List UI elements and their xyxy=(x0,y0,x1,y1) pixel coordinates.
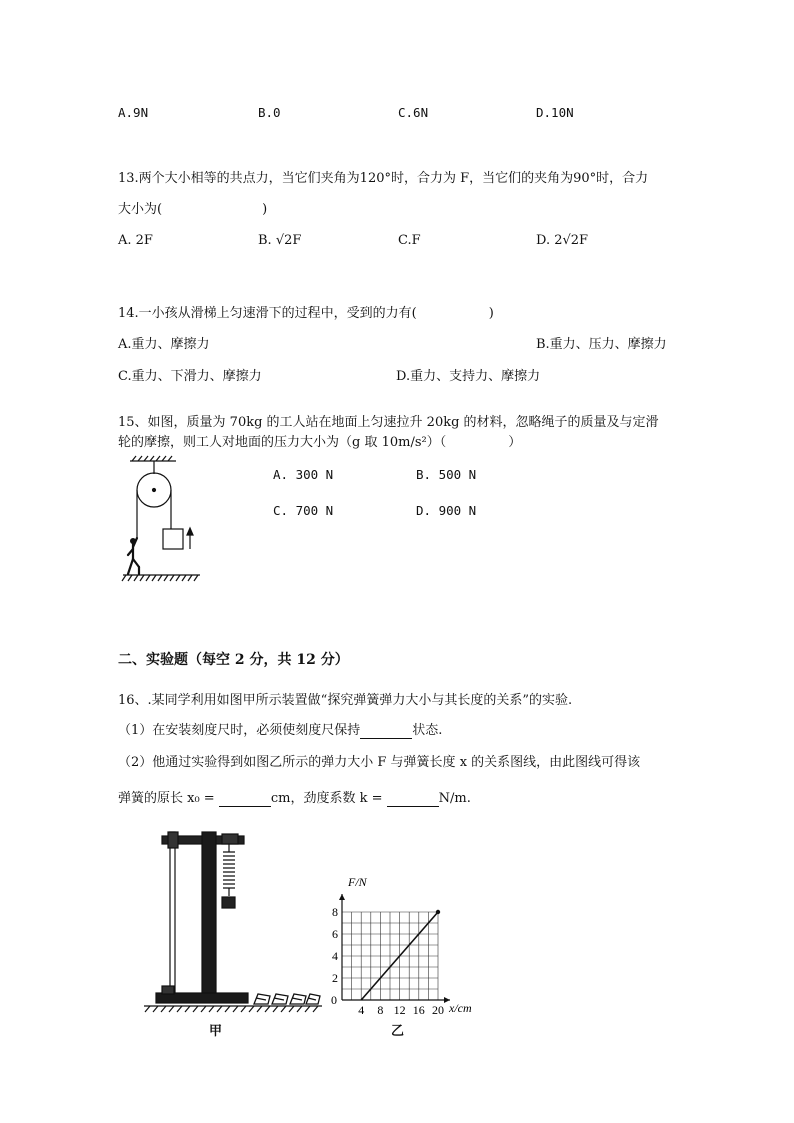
y-tick-label: 6 xyxy=(332,927,338,941)
q13-option-a: A. 2F xyxy=(118,233,153,248)
stand-pole xyxy=(202,832,216,994)
q13-option-d: D. 2√2F xyxy=(536,233,589,248)
q13-stem-line1: 13.两个大小相等的共点力，当它们夹角为120°时，合力为 F，当它们的夹角为90°时，合力 xyxy=(118,171,649,186)
q13-stem-line2: 大小为( ) xyxy=(118,202,268,217)
q14-option-d: D.重力、支持力、摩擦力 xyxy=(396,369,541,384)
ruler-rod xyxy=(170,832,175,994)
section-title: 二、实验题（每空 2 分，共 12 分） xyxy=(118,652,349,668)
figure-b-label: 乙 xyxy=(391,1024,405,1039)
q12-option-d: D.10N xyxy=(536,105,574,120)
q16-stem: 16、.某同学利用如图甲所示装置做“探究弹簧弹力大小与其长度的关系”的实验. xyxy=(118,693,573,708)
q16-part1: （1）在安装刻度尺时，必须使刻度尺保持 状态. xyxy=(118,723,443,738)
y-axis-label: F/N xyxy=(348,875,367,889)
q14-option-c: C.重力、下滑力、摩擦力 xyxy=(118,369,262,384)
y-tick-label: 2 xyxy=(332,971,338,985)
pulley-figure xyxy=(118,455,208,590)
x-tick-label: 20 xyxy=(432,1003,444,1017)
ceiling-hatch xyxy=(132,456,172,461)
q16-part2-line1: （2）他通过实验得到如图乙所示的弹力大小 F 与弹簧长度 x 的关系图线，由此图线可得该 xyxy=(118,755,641,770)
x-tick-label: 8 xyxy=(377,1003,384,1017)
chart-grid xyxy=(342,912,438,1000)
q12-option-b: B.0 xyxy=(258,105,281,120)
q16-part2-line2: 弹簧的原长 x₀ = cm，劲度系数 k = N/m. xyxy=(118,791,471,806)
y-tick-label: 8 xyxy=(332,905,338,919)
ground-hatch xyxy=(122,575,198,581)
material-box xyxy=(163,529,183,549)
q14-option-a: A.重力、摩擦力 xyxy=(118,337,210,352)
q15-stem-line1: 15、如图，质量为 70kg 的工人站在地面上匀速拉升 20kg 的材料，忽略绳子的质量及与定滑 xyxy=(118,415,659,430)
spring xyxy=(223,852,235,888)
spare-weights xyxy=(254,994,320,1004)
x-tick-label: 4 xyxy=(358,1003,365,1017)
q15-option-c: C. 700 N xyxy=(273,503,334,518)
q14-stem: 14.一小孩从滑梯上匀速滑下的过程中，受到的力有( ) xyxy=(118,306,494,321)
q15-option-d: D. 900 N xyxy=(416,503,477,518)
spring-apparatus-figure xyxy=(140,828,325,1016)
origin-label: 0 xyxy=(331,993,337,1007)
up-arrow-head xyxy=(187,528,193,535)
x-tick-label: 12 xyxy=(393,1003,406,1017)
q14-option-b: B.重力、压力、摩擦力 xyxy=(536,337,667,352)
q13-option-c: C.F xyxy=(398,233,421,248)
x-axis-label: x/cm xyxy=(449,1001,472,1015)
figure-a-label: 甲 xyxy=(209,1024,223,1039)
worker-icon xyxy=(128,538,139,574)
x-tick-label: 16 xyxy=(412,1003,425,1017)
chart-axes xyxy=(339,894,450,1003)
q12-option-c: C.6N xyxy=(398,105,429,120)
q12-option-a: A.9N xyxy=(118,105,149,120)
f-x-chart xyxy=(322,870,482,1020)
q13-option-b: B. √2F xyxy=(258,233,302,248)
q15-stem-line2: 轮的摩擦，则工人对地面的压力大小为（g 取 10m/s²）（ ） xyxy=(118,435,522,450)
data-point xyxy=(436,910,440,914)
table-hatch xyxy=(145,1006,318,1012)
q15-option-b: B. 500 N xyxy=(416,467,477,482)
hanging-weight xyxy=(222,897,235,908)
y-tick-label: 4 xyxy=(332,949,338,963)
q15-option-a: A. 300 N xyxy=(273,467,334,482)
y-axis-arrow xyxy=(339,894,345,900)
